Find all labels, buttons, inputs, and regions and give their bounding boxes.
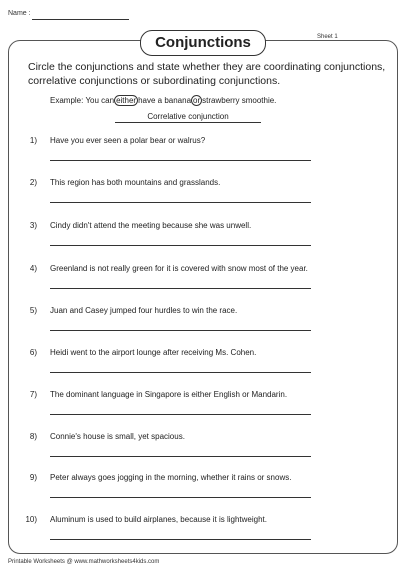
question-item	[0, 221, 404, 251]
answer-line[interactable]	[50, 330, 311, 331]
question-item	[0, 306, 404, 336]
example-label: Example:	[50, 96, 84, 105]
question-item	[0, 136, 404, 166]
example-part-2: have a banana	[138, 96, 192, 105]
question-number: 2)	[29, 178, 37, 187]
example-part-1: You can	[85, 96, 115, 105]
question-number: 6)	[29, 348, 37, 357]
name-label: Name :	[8, 10, 31, 17]
question-text: Juan and Casey jumped four hurdles to win the race.	[50, 306, 238, 315]
example-part-3: strawberry smoothie.	[202, 96, 277, 105]
circled-word-or: or	[193, 96, 201, 105]
question-number: 7)	[29, 390, 37, 399]
question-text: Aluminum is used to build airplanes, because it is lightweight.	[50, 515, 268, 524]
answer-line[interactable]	[50, 414, 311, 415]
instructions-text: Circle the conjunctions and state whether they are coordinating conjunctions, correlative conjunctions or subordinating conjunctions.	[28, 61, 386, 87]
question-item	[0, 348, 404, 378]
question-text: Heidi went to the airport lounge after receiving Ms. Cohen.	[50, 348, 257, 357]
name-line	[32, 19, 129, 20]
question-number: 5)	[29, 306, 37, 315]
sheet-label: Sheet 1	[317, 34, 338, 40]
question-text: Greenland is not really green for it is covered with snow most of the year.	[50, 264, 308, 273]
question-number: 4)	[29, 264, 37, 273]
answer-line[interactable]	[50, 202, 311, 203]
answer-line[interactable]	[50, 245, 311, 246]
question-number: 8)	[29, 432, 37, 441]
question-number: 3)	[29, 221, 37, 230]
question-item	[0, 264, 404, 294]
circled-word-either: either	[116, 96, 137, 105]
question-number: 10)	[25, 515, 37, 524]
question-text: Have you ever seen a polar bear or walrus?	[50, 136, 206, 145]
question-item	[0, 515, 404, 545]
answer-line[interactable]	[50, 539, 311, 540]
footer-credit: Printable Worksheets @ www.mathworksheets4kids.com	[8, 559, 160, 565]
page-title: Conjunctions	[140, 30, 266, 56]
question-text: Cindy didn't attend the meeting because she was unwell.	[50, 221, 252, 230]
question-text: The dominant language in Singapore is either English or Mandarin.	[50, 390, 288, 399]
question-text: Connie's house is small, yet spacious.	[50, 432, 185, 441]
question-item	[0, 178, 404, 208]
example-sentence	[50, 96, 276, 105]
answer-line[interactable]	[50, 160, 311, 161]
answer-line[interactable]	[50, 372, 311, 373]
question-item	[0, 473, 404, 503]
question-item	[0, 432, 404, 462]
example-answer: Correlative conjunction	[115, 112, 261, 123]
question-text: This region has both mountains and grasslands.	[50, 178, 221, 187]
question-number: 1)	[29, 136, 37, 145]
question-item	[0, 390, 404, 420]
question-text: Peter always goes jogging in the morning, whether it rains or snows.	[50, 473, 292, 482]
question-number: 9)	[29, 473, 37, 482]
answer-line[interactable]	[50, 288, 311, 289]
answer-line[interactable]	[50, 497, 311, 498]
answer-line[interactable]	[50, 456, 311, 457]
